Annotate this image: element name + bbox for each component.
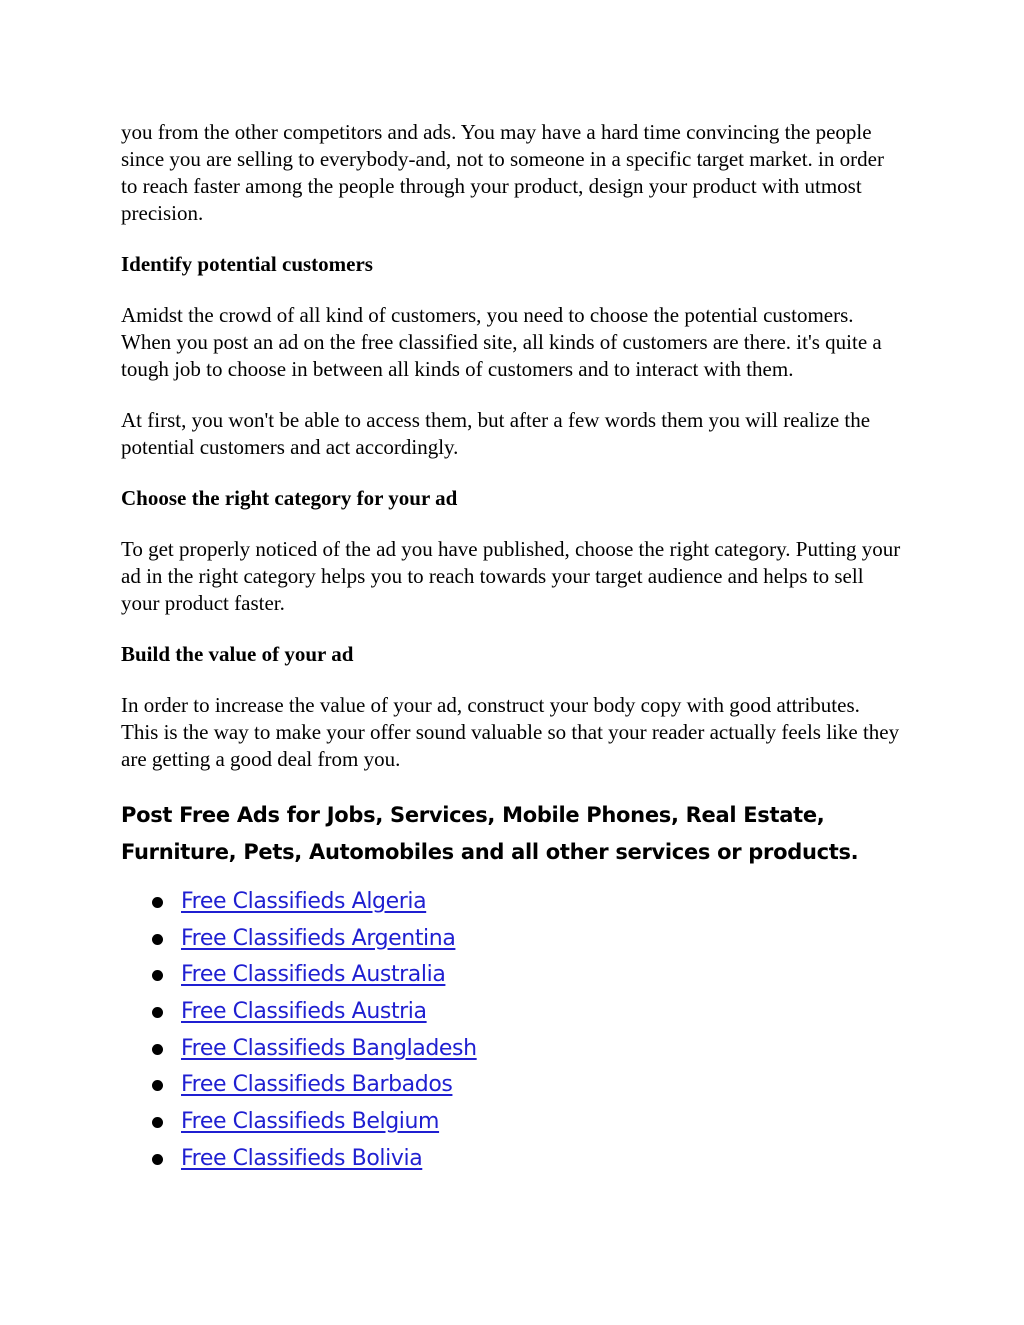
link-free-classifieds-argentina[interactable]: Free Classifieds Argentina	[181, 925, 456, 951]
link-free-classifieds-austria[interactable]: Free Classifieds Austria	[181, 999, 427, 1025]
build-value-paragraph: In order to increase the value of your ad, construct your body copy with good attributes. This is the way to make your offer sound valuable so that your reader actually feels like they are getting a good deal from you.	[121, 693, 900, 771]
list-item	[152, 1141, 901, 1178]
list-item	[152, 957, 901, 994]
link-free-classifieds-australia[interactable]: Free Classifieds Australia	[181, 962, 446, 988]
bullet-icon	[152, 970, 163, 981]
link-free-classifieds-belgium[interactable]: Free Classifieds Belgium	[181, 1109, 440, 1135]
intro-paragraph: you from the other competitors and ads. You may have a hard time convincing the people since you are selling to everybody-and, not to someone in a specific target market. in order to reach faster among the people through your product, design your product with utmost precision.	[121, 120, 884, 225]
choose-category-paragraph: To get properly noticed of the ad you have published, choose the right category. Putting your ad in the right category helps you to reach towards your target audience and helps to sell your product faster.	[121, 537, 901, 615]
list-item	[152, 884, 901, 921]
bullet-icon	[152, 897, 163, 908]
bullet-icon	[152, 934, 163, 945]
bullet-icon	[152, 1117, 163, 1128]
post-free-ads-heading: Post Free Ads for Jobs, Services, Mobile Phones, Real Estate, Furniture, Pets, Automobiles and all other services or products.	[121, 803, 859, 864]
identify-customers-paragraph-1: Amidst the crowd of all kind of customers, you need to choose the potential customers. When you post an ad on the free classified site, all kinds of customers are there. it's quite a tough job to choose in between all kinds of customers and to interact with them.	[121, 303, 882, 381]
list-item	[152, 1067, 901, 1104]
bullet-icon	[152, 1154, 163, 1165]
list-item	[152, 994, 901, 1031]
country-links-list	[121, 884, 901, 1178]
list-item	[152, 1031, 901, 1068]
document-page	[121, 119, 901, 1178]
list-item	[152, 921, 901, 958]
identify-customers-paragraph-2: At first, you won't be able to access them, but after a few words them you will realize the potential customers and act accordingly.	[121, 408, 871, 459]
bullet-icon	[152, 1044, 163, 1055]
bullet-icon	[152, 1080, 163, 1091]
link-free-classifieds-bolivia[interactable]: Free Classifieds Bolivia	[181, 1145, 423, 1171]
bullet-icon	[152, 1007, 163, 1018]
link-free-classifieds-algeria[interactable]: Free Classifieds Algeria	[181, 889, 427, 914]
identify-customers-heading: Identify potential customers	[121, 252, 373, 276]
list-item	[152, 1104, 901, 1141]
choose-category-heading: Choose the right category for your ad	[121, 486, 458, 510]
build-value-heading: Build the value of your ad	[121, 642, 354, 666]
link-free-classifieds-bangladesh[interactable]: Free Classifieds Bangladesh	[181, 1035, 477, 1061]
link-free-classifieds-barbados[interactable]: Free Classifieds Barbados	[181, 1072, 453, 1098]
